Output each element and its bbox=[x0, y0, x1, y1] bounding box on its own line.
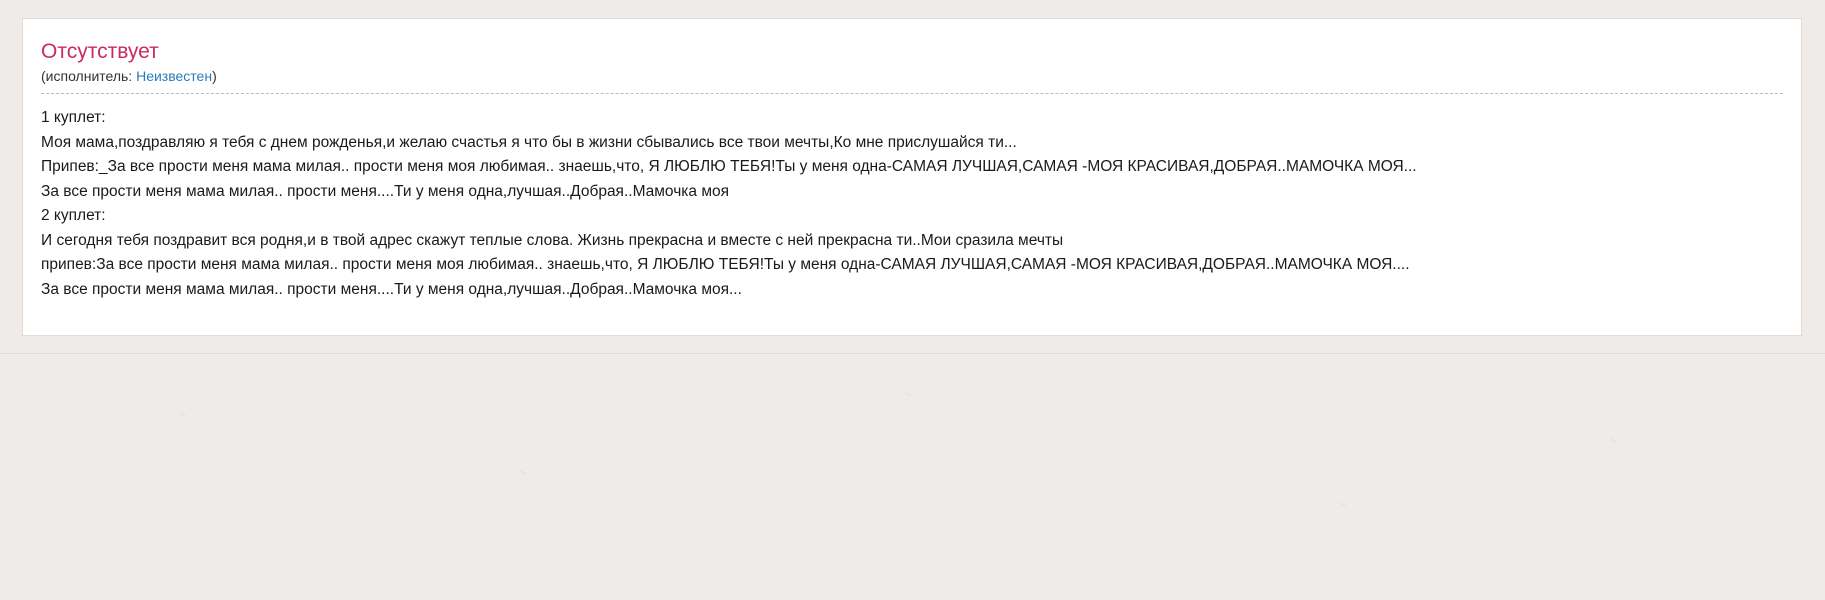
artist-label: (исполнитель: bbox=[41, 68, 133, 84]
paper-texture-speck bbox=[905, 393, 911, 397]
page-footer-area bbox=[0, 354, 1825, 600]
lyrics-card-inner bbox=[23, 19, 1801, 318]
artist-paren-close: ) bbox=[212, 68, 217, 84]
lyrics-line: 1 куплет: bbox=[41, 109, 106, 126]
lyrics-line: За все прости меня мама милая.. прости меня....Ти у меня одна,лучшая..Добрая..Мамочка моя bbox=[41, 182, 730, 200]
lyrics-body bbox=[41, 106, 1783, 302]
artist-line bbox=[41, 67, 1783, 93]
paper-texture-speck bbox=[1610, 439, 1616, 443]
lyrics-line: И сегодня тебя поздравит вся родня,и в твой адрес скажут теплые слова. Жизнь прекрасна и вместе с ней прекрасна ти..Мои сразила мечты bbox=[41, 231, 1064, 249]
lyrics-line: Моя мама,поздравляю я тебя с днем рожденья,и желаю счастья я что бы в жизни сбывались все твои мечты,Ко мне прислушайся ти... bbox=[41, 133, 1017, 151]
lyrics-line: 2 куплет: bbox=[41, 207, 106, 224]
lyrics-line: За все прости меня мама милая.. прости меня....Ти у меня одна,лучшая..Добрая..Мамочка моя... bbox=[41, 280, 742, 298]
paper-texture-speck bbox=[520, 471, 526, 475]
divider bbox=[41, 93, 1783, 94]
paper-texture-speck bbox=[1340, 503, 1346, 507]
artist-link[interactable]: Неизвестен bbox=[136, 68, 213, 84]
lyrics-line: Припев:_За все прости меня мама милая.. прости меня моя любимая.. знаешь,что, Я ЛЮБЛЮ ТЕБЯ!Ты у меня одна-САМАЯ ЛУЧШАЯ,САМАЯ -МОЯ КРАСИВАЯ,ДОБРАЯ..МАМОЧКА МОЯ... bbox=[41, 158, 1417, 175]
song-title: Отсутствует bbox=[41, 40, 159, 63]
lyrics-line: припев:За все прости меня мама милая.. прости меня моя любимая.. знаешь,что, Я ЛЮБЛЮ ТЕБЯ!Ты у меня одна-САМАЯ ЛУЧШАЯ,САМАЯ -МОЯ КРАСИВАЯ,ДОБРАЯ..МАМОЧКА МОЯ.... bbox=[41, 256, 1410, 273]
lyrics-card bbox=[22, 18, 1802, 336]
paper-texture-speck bbox=[180, 413, 186, 417]
top-strip bbox=[0, 0, 1825, 10]
